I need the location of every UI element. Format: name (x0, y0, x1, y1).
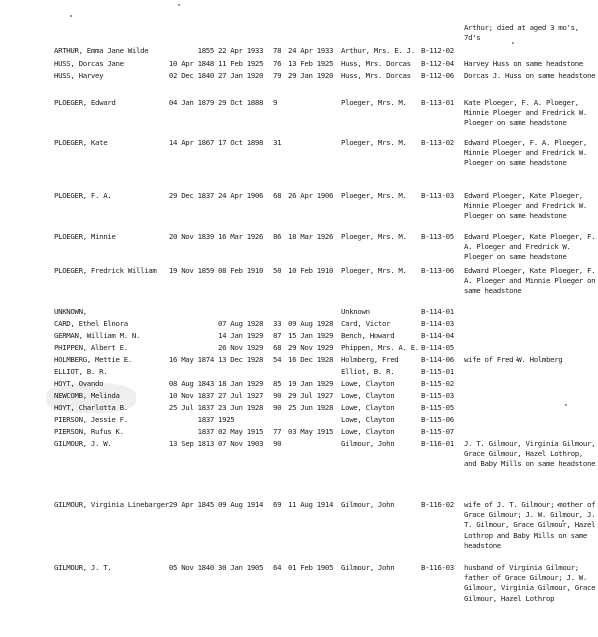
record-name: PLOEGER, Kate (54, 138, 108, 147)
age-at-death: 33 (273, 319, 282, 328)
death-date: 09 Aug 1914 (218, 500, 264, 509)
informant-name: Gilmour, John (341, 500, 395, 509)
burial-date: 15 Jan 1929 (288, 331, 334, 340)
death-date: 02 May 1915 (218, 427, 264, 436)
informant-name: Ploeger, Mrs. M. (341, 266, 407, 275)
burial-date: 18 Mar 1926 (288, 232, 334, 241)
age-at-death: 90 (273, 391, 282, 400)
plot-number: B-114-06 (421, 355, 454, 364)
birth-date: 1837 (197, 427, 214, 436)
death-date: 26 Nov 1929 (218, 343, 264, 352)
record-name: HOYT, Ovando (54, 379, 104, 388)
plot-number: B-113-03 (421, 191, 454, 200)
plot-number: B-112-06 (421, 71, 454, 80)
birth-date: 14 Apr 1867 (168, 138, 214, 147)
record-note: husband of Virginia Gilmour; father of Grace Gilmour; J. W. Gilmour, Virginia Gilmour, Grace Gilmour, Hazel Lothrop (464, 563, 596, 603)
plot-number: B-113-02 (421, 138, 454, 147)
birth-date: 20 Nov 1839 (168, 232, 214, 241)
record-name: PIERSON, Rufus K. (54, 427, 124, 436)
record-name: PIERSON, Jessie F. (54, 415, 128, 424)
informant-name: Lowe, Clayton (341, 403, 395, 412)
birth-date: 1837 (197, 415, 214, 424)
plot-number: B-115-06 (421, 415, 454, 424)
informant-name: Holmberg, Fred (341, 355, 399, 364)
burial-date: 11 Aug 1914 (288, 500, 334, 509)
burial-date: 25 Jun 1928 (288, 403, 334, 412)
informant-name: Ploeger, Mrs. M. (341, 98, 407, 107)
birth-date: 10 Apr 1848 (168, 59, 214, 68)
informant-name: Huss, Mrs. Dorcas (341, 71, 411, 80)
death-date: 11 Feb 1925 (218, 59, 264, 68)
burial-date: 16 Dec 1928 (288, 355, 334, 364)
burial-date: 29 Nov 1929 (288, 343, 334, 352)
death-date: 24 Apr 1906 (218, 191, 264, 200)
death-date: 13 Dec 1928 (218, 355, 264, 364)
age-at-death: 31 (273, 138, 282, 147)
death-date: 16 Mar 1926 (218, 232, 264, 241)
plot-number: B-114-04 (421, 331, 454, 340)
age-at-death: 68 (273, 191, 282, 200)
record-note: Kate Ploeger, F. A. Ploeger, Minnie Ploeger and Fredrick W. Ploeger on same headstone (464, 98, 587, 128)
age-at-death: 87 (273, 331, 282, 340)
age-at-death: 54 (273, 355, 282, 364)
death-date: 1925 (218, 415, 235, 424)
burial-date: 19 Jan 1929 (288, 379, 334, 388)
speck-mark (512, 42, 514, 44)
record-name: HOYT, Charlotta B. (54, 403, 128, 412)
age-at-death: 85 (273, 379, 282, 388)
record-name: PHIPPEN, Albert E. (54, 343, 128, 352)
record-name: PLOEGER, F. A. (54, 191, 112, 200)
plot-number: B-115-07 (421, 427, 454, 436)
record-name: NEWCOMB, Melinda (54, 391, 120, 400)
age-at-death: 77 (273, 427, 282, 436)
burial-date: 29 Jan 1920 (288, 71, 334, 80)
record-name: GILMOUR, J. T. (54, 563, 112, 572)
record-name: PLOEGER, Edward (54, 98, 116, 107)
death-date: 08 Feb 1910 (218, 266, 264, 275)
informant-name: Lowe, Clayton (341, 391, 395, 400)
record-note: Edward Ploeger, Kate Ploeger, F. A. Ploeger and Minnie Ploeger on same headstone (464, 266, 596, 296)
record-name: ARTHUR, Emma Jane Wilde (54, 46, 149, 55)
age-at-death: 90 (273, 439, 282, 448)
plot-number: B-116-02 (421, 500, 454, 509)
death-date: 23 Jun 1928 (218, 403, 264, 412)
record-name: CARD, Ethel Elnora (54, 319, 128, 328)
informant-name: Card, Victor (341, 319, 391, 328)
age-at-death: 79 (273, 71, 282, 80)
birth-date: 19 Nov 1859 (168, 266, 214, 275)
speck-mark (565, 404, 567, 406)
record-note: Edward Ploeger, Kate Ploeger, Minnie Ploeger and Fredrick W. Ploeger on same headstone (464, 191, 587, 221)
record-name: HUSS, Dorcas Jane (54, 59, 124, 68)
record-note: wife of Fred W. Holmberg (464, 355, 563, 364)
plot-number: B-116-01 (421, 439, 454, 448)
birth-date: 25 Jul 1837 (168, 403, 214, 412)
informant-name: Bench, Howard (341, 331, 395, 340)
age-at-death: 68 (273, 343, 282, 352)
death-date: 07 Aug 1928 (218, 319, 264, 328)
plot-number: B-113-06 (421, 266, 454, 275)
birth-date: 04 Jan 1879 (168, 98, 214, 107)
plot-number: B-112-04 (421, 59, 454, 68)
age-at-death: 90 (273, 403, 282, 412)
birth-date: 05 Nov 1840 (168, 563, 214, 572)
informant-name: Phippen, Mrs. A. E. (341, 343, 419, 352)
informant-name: Gilmour, John (341, 439, 395, 448)
birth-date: 1855 (197, 46, 214, 55)
birth-date: 02 Dec 1840 (168, 71, 214, 80)
informant-name: Arthur, Mrs. E. J. (341, 46, 415, 55)
informant-name: Elliot, B. R. (341, 367, 395, 376)
informant-name: Ploeger, Mrs. M. (341, 191, 407, 200)
age-at-death: 78 (273, 46, 282, 55)
informant-name: Ploeger, Mrs. M. (341, 138, 407, 147)
plot-number: B-114-03 (421, 319, 454, 328)
death-date: 22 Apr 1933 (218, 46, 264, 55)
record-name: HUSS, Harvey (54, 71, 104, 80)
death-date: 29 Oct 1888 (218, 98, 264, 107)
informant-name: Lowe, Clayton (341, 415, 395, 424)
record-note: wife of J. T. Gilmour; mother of Grace Gilmour; J. W. Gilmour, J. T. Gilmour, Grace Gilmour, Hazel Lothrop and Baby Mills on same headstone (464, 500, 596, 550)
age-at-death: 69 (273, 500, 282, 509)
birth-date: 29 Apr 1845 (168, 500, 214, 509)
informant-name: Lowe, Clayton (341, 379, 395, 388)
speck-mark (70, 15, 72, 17)
record-name: PLOEGER, Minnie (54, 232, 116, 241)
plot-number: B-115-02 (421, 379, 454, 388)
record-name: HOLMBERG, Mettie E. (54, 355, 132, 364)
burial-date: 26 Apr 1906 (288, 191, 334, 200)
burial-date: 13 Feb 1925 (288, 59, 334, 68)
burial-date: 03 May 1915 (288, 427, 334, 436)
birth-date: 10 Nov 1837 (168, 391, 214, 400)
plot-number: B-115-01 (421, 367, 454, 376)
death-date: 30 Jan 1905 (218, 563, 264, 572)
record-name: GILMOUR, Virginia Linebarger (54, 500, 169, 509)
speck-mark (178, 4, 180, 6)
age-at-death: 64 (273, 563, 282, 572)
record-note: Dorcas J. Huss on same headstone (464, 71, 596, 80)
informant-name: Gilmour, John (341, 563, 395, 572)
top-continuation-note: Arthur; died at aged 3 mo's, 7d's (464, 23, 579, 43)
birth-date: 29 Dec 1837 (168, 191, 214, 200)
age-at-death: 76 (273, 59, 282, 68)
plot-number: B-113-05 (421, 232, 454, 241)
burial-date: 29 Jul 1927 (288, 391, 334, 400)
age-at-death: 50 (273, 266, 282, 275)
record-note: Edward Ploeger, F. A. Ploeger, Minnie Ploeger and Fredrick W. Ploeger on same headstone (464, 138, 587, 168)
plot-number: B-113-01 (421, 98, 454, 107)
birth-date: 16 May 1874 (168, 355, 214, 364)
death-date: 14 Jan 1929 (218, 331, 264, 340)
burial-date: 09 Aug 1928 (288, 319, 334, 328)
record-name: ELLIOT, B. R. (54, 367, 108, 376)
death-date: 27 Jul 1927 (218, 391, 264, 400)
plot-number: B-114-01 (421, 307, 454, 316)
record-note: Harvey Huss on same headstone (464, 59, 583, 68)
plot-number: B-115-03 (421, 391, 454, 400)
burial-date: 10 Feb 1910 (288, 266, 334, 275)
plot-number: B-116-03 (421, 563, 454, 572)
burial-date: 24 Apr 1933 (288, 46, 334, 55)
record-note: J. T. Gilmour, Virginia Gilmour, Grace Gilmour, Hazel Lothrop, and Baby Mills on same headstone (464, 439, 596, 469)
age-at-death: 9 (273, 98, 278, 107)
record-name: UNKNOWN, (54, 307, 87, 316)
plot-number: B-115-05 (421, 403, 454, 412)
birth-date: 08 Aug 1843 (168, 379, 214, 388)
informant-name: Lowe, Clayton (341, 427, 395, 436)
record-name: GERMAN, William M. N. (54, 331, 141, 340)
birth-date: 13 Sep 1813 (168, 439, 214, 448)
death-date: 18 Jan 1929 (218, 379, 264, 388)
informant-name: Huss, Mrs. Dorcas (341, 59, 411, 68)
plot-number: B-112-02 (421, 46, 454, 55)
age-at-death: 86 (273, 232, 282, 241)
death-date: 07 Nov 1903 (218, 439, 264, 448)
burial-date: 01 Feb 1905 (288, 563, 334, 572)
death-date: 27 Jan 1920 (218, 71, 264, 80)
informant-name: Unknown (341, 307, 370, 316)
record-name: PLOEGER, Fredrick William (54, 266, 157, 275)
informant-name: Ploeger, Mrs. M. (341, 232, 407, 241)
record-name: GILMOUR, J. W. (54, 439, 112, 448)
death-date: 17 Oct 1898 (218, 138, 264, 147)
record-note: Edward Ploeger, Kate Ploeger, F. A. Ploeger and Fredrick W. Ploeger on same headstone (464, 232, 596, 262)
plot-number: B-114-05 (421, 343, 454, 352)
